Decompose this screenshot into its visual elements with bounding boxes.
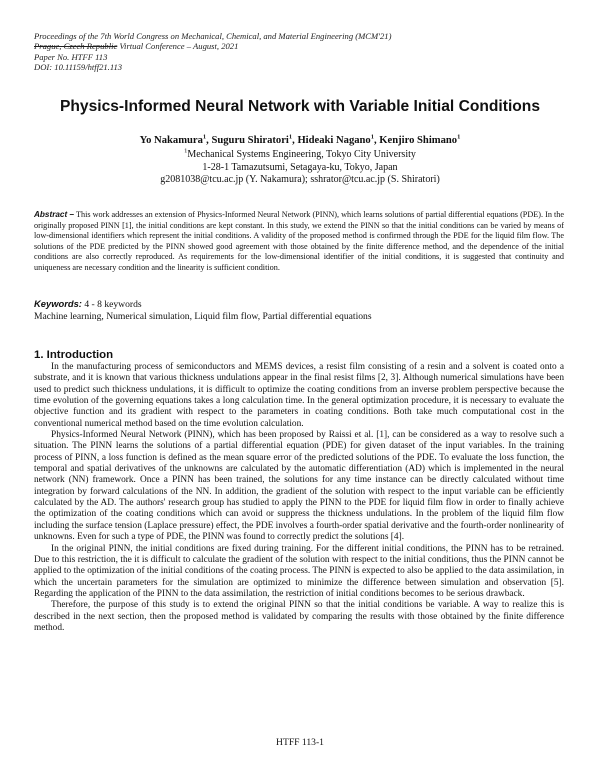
abstract-text: This work addresses an extension of Physics-Informed Neural Network (PINN), which learns solutions of partial differential equations (PDE). In the originally proposed PINN [1], the initial conditions are kept constant. In this study, we extend the PINN so that the initial conditions can be varied by means of low-dimensional identifiers which represent the initial conditions. A validity of the proposed method is confirmed through the PDE for the liquid film flow. The solutions of the PDE predicted by the PINN showed good agreement with those obtained by the finite difference method, and the dependence of the initial conditions are also correctly reproduced. As requirements for the low-dimensional identifier of the initial conditions, it is suggested that continuity and uniqueness are necessary condition and the linearity is sufficient condition. — [34, 210, 564, 272]
author-sup: 1 — [288, 133, 293, 141]
keywords — [34, 298, 564, 323]
author: Hideaki Nagano — [297, 135, 371, 146]
section-heading: 1. Introduction — [34, 349, 114, 361]
paragraph: In the manufacturing process of semiconductors and MEMS devices, a resist film consisting of a resin and a solvent is coated onto a substrate, and it is known that various thickness undulations appear in the final resist films [2, 3]. Although numerical simulations have been used to predict such thickness undulations, it is difficult to optimize the coating conditions from an inverse problem perspective because the time evolution of the governing equations takes a long calculation time. In the general optimization procedure, it is necessary to evaluate the objective function and its gradient with respect to the parameters in coating conditions. Both take much computational cost in the conventional numerical method based on the time evolution calculation. — [34, 362, 564, 429]
running-header — [34, 31, 391, 73]
location-struck: Prague, Czech Republic — [34, 41, 118, 52]
abstract — [34, 210, 564, 274]
affiliation-sup: 1 — [184, 147, 188, 155]
affiliation-dept: $^1$Mechanical Systems Engineering, Tokyo City University — [184, 147, 416, 160]
proceedings-line: Proceedings of the 7th World Congress on Mechanical, Chemical, and Material Engineering (MCM'21) — [34, 31, 392, 41]
author-list: Yo Nakamura$^1$, Suguru Shiratori$^1$, Hideaki Nagano$^1$, Kenjiro Shimano$^1$ — [139, 133, 461, 146]
author: Suguru Shiratori — [211, 135, 289, 146]
paper-number: Paper No. HTFF 113 — [34, 51, 108, 62]
location-line — [34, 41, 391, 51]
author: Yo Nakamura — [139, 135, 203, 146]
author: Kenjiro Shimano — [379, 135, 458, 146]
paragraph: Therefore, the purpose of this study is to extend the original PINN so that the initial conditions be variable. A way to realize this is described in the next section, then the proposed method is validated by comparing the results with those obtained by the finite difference method. — [34, 600, 564, 633]
keywords-list: Machine learning, Numerical simulation, Liquid film flow, Partial differential equations — [34, 311, 372, 322]
keywords-note: 4 - 8 keywords — [84, 299, 142, 310]
abstract-label: Abstract – — [34, 210, 75, 219]
page-footer: HTFF 113-1 — [276, 737, 324, 748]
affiliation — [0, 149, 600, 187]
paragraph: Physics-Informed Neural Network (PINN), which has been proposed by Raissi et al. [1], can be considered as a way to resolve such a situation. The PINN learns the solutions of a partial differential equation (PDE) for given dataset of the input variables. In the training process of PINN, a loss function is defined as the mean square error of the predicted solutions of the PDE. To evaluate the loss function, the temporal and spatial derivatives of the unknowns are calculated by the automatic differentiation (AD) which is implemented in the neural network (NN) framework. Once a PINN has been trained, the solutions for any time instance can be directly calculated without time integration by forward calculations of the NN. In addition, the gradient of the solution with respect to the input variable can be efficiently calculated by the AD. The authors' research group has studied to apply the PINN to the PDE for liquid film flow in order to finally achieve the optimization of the coating conditions which can avoid or suppress the thickness undulations. In the problem of the liquid film flow including the surface tension (Laplace pressure) effect, the PDE involves a fourth-order spatial derivative and the fourth-order nonlinearity of unknowns. Even for such a type of PDE, the PINN was found to correctly predict the solutions [4]. — [34, 430, 564, 543]
affiliation-address: 1-28-1 Tamazutsumi, Setagaya-ku, Tokyo, Japan — [202, 161, 398, 173]
section-body — [34, 362, 564, 634]
paragraph: In the original PINN, the initial conditions are fixed during training. For the different initial conditions, the PINN has to be retrained. Due to this restriction, the it is difficult to calculate the gradient of the solution with respect to the initial conditions, thus the PINN cannot be applied to the optimization of the initial conditions of the coating process. The PINN is expected to also be applied to the data assimilation, in which the uncertain parameters for the simulation are optimized to minimize the difference between simulation and observation [5]. Regarding the application of the PINN to the data assimilation, the restriction of initial conditions becomes to be serious drawback. — [34, 543, 564, 599]
doi: DOI: 10.11159/htff21.113 — [34, 62, 123, 73]
author-sup: 1 — [202, 133, 207, 141]
author-sup: 1 — [370, 133, 374, 141]
author-sup: 1 — [457, 133, 461, 141]
affiliation-emails: g2081038@tcu.ac.jp (Y. Nakamura); sshrator@tcu.ac.jp (S. Shiratori) — [160, 174, 440, 186]
keywords-label: Keywords: — [34, 298, 82, 309]
location-rest: Virtual Conference – August, 2021 — [117, 41, 239, 52]
paper-title: Physics-Informed Neural Network with Variable Initial Conditions — [59, 98, 541, 115]
